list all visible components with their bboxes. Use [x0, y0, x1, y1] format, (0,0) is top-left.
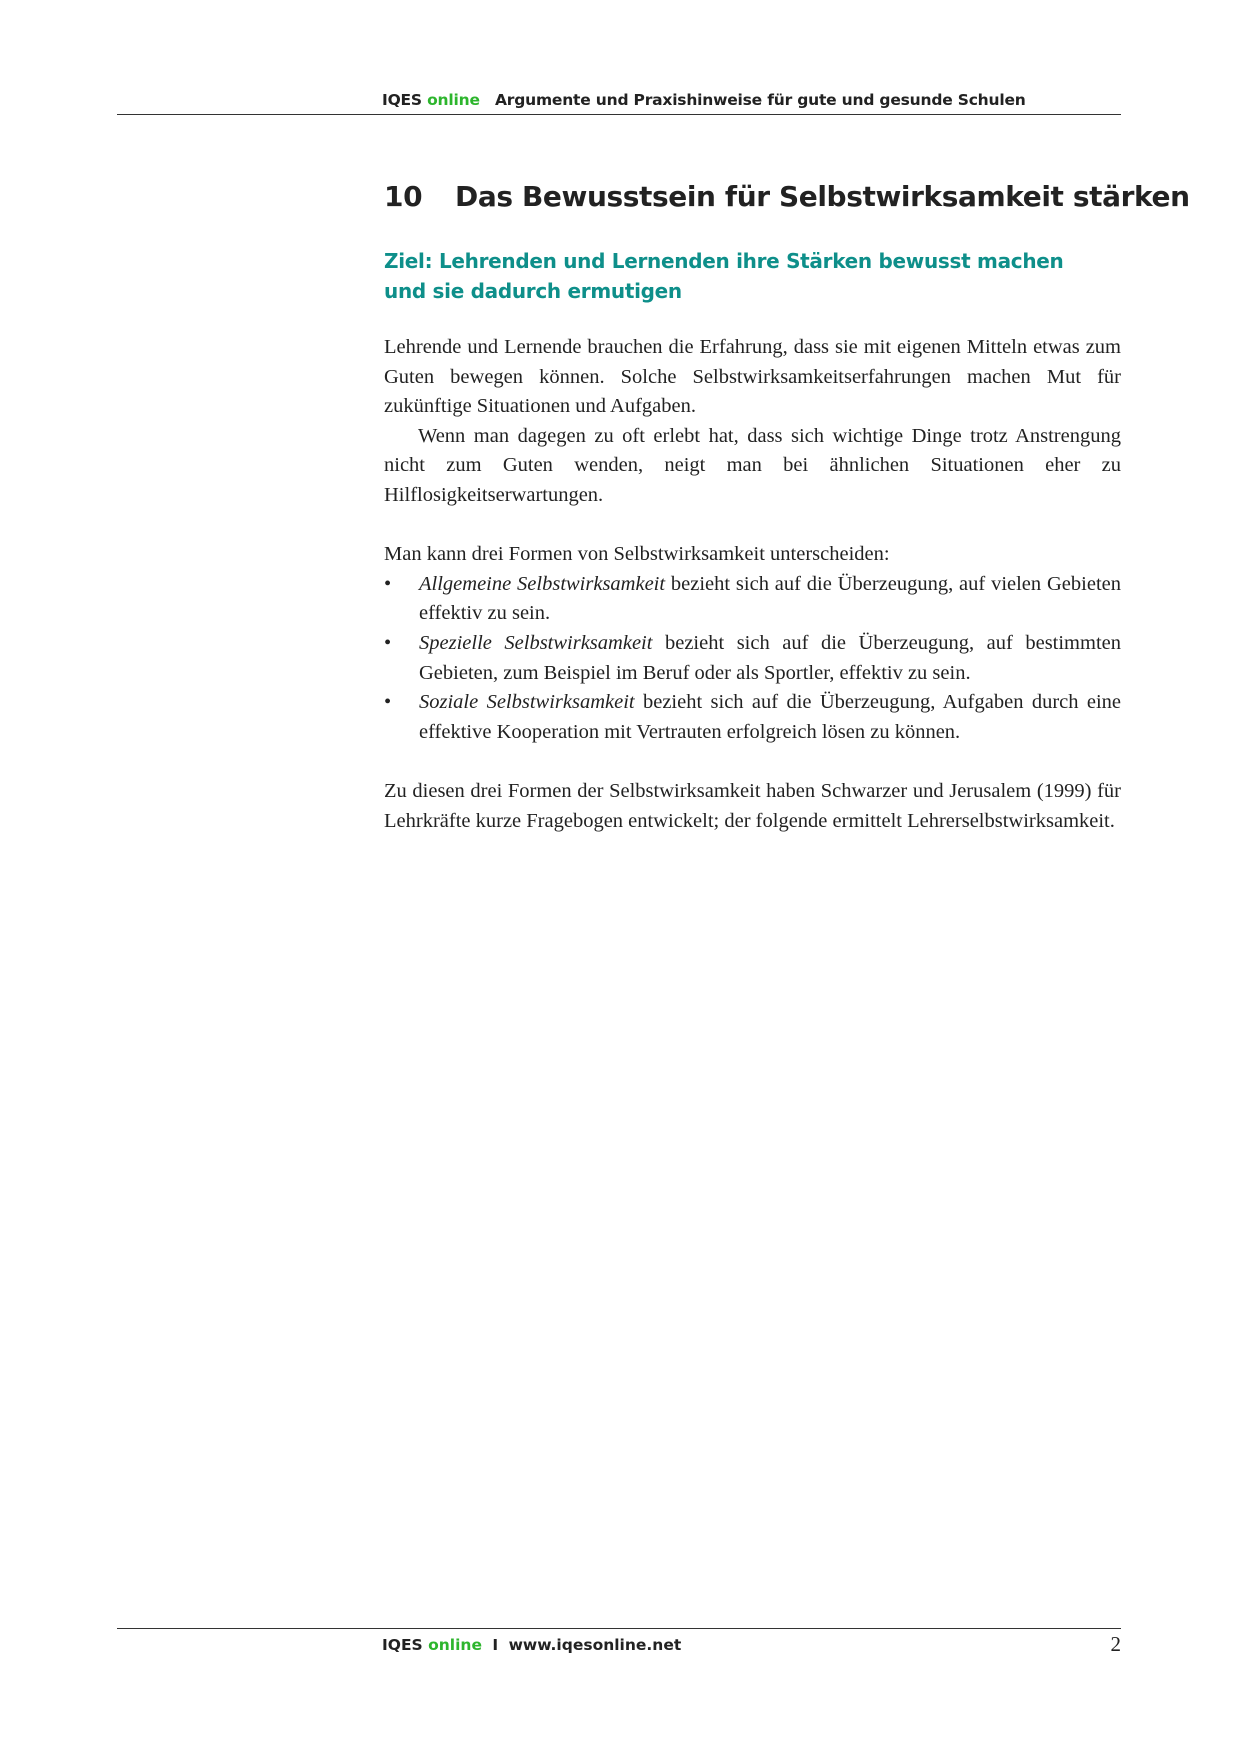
list-item — [384, 629, 1121, 688]
section-title: Das Bewusstsein für Selbstwirksamkeit stärken — [455, 180, 1190, 213]
goal-subheading — [384, 246, 1063, 306]
paragraph-3: Man kann drei Formen von Selbstwirksamkeit unterscheiden: — [384, 543, 890, 566]
header-rule — [117, 114, 1121, 115]
section-heading — [384, 180, 1190, 213]
item-text: bezieht sich auf die Überzeugung, auf bestimmten Gebieten, zum Beispiel im Beruf oder als Sportler, effektiv zu sein. — [419, 631, 1121, 684]
forms-list — [384, 570, 1121, 748]
paragraph-2: Wenn man dagegen zu oft erlebt hat, dass sich wichtige Dinge trotz Anstrengung nicht zum Guten wenden, neigt man bei ähnlichen Situationen eher zu Hilflosigkeitserwartungen. — [384, 424, 1121, 506]
term: Allgemeine Selbstwirksamkeit — [419, 572, 666, 595]
bullet-icon: • — [384, 631, 392, 654]
list-item — [384, 688, 1121, 747]
section-number: 10 — [384, 180, 423, 213]
list-item — [384, 570, 1121, 629]
footer-separator: I — [492, 1636, 499, 1654]
bullet-icon: • — [384, 572, 392, 595]
paragraph-1: Lehrende und Lernende brauchen die Erfahrung, dass sie mit eigenen Mitteln etwas zum Guten bewegen können. Solche Selbstwirksamkeitserfahrungen machen Mut für zukünftige Situationen und Aufgaben. — [384, 336, 1121, 418]
goal-line-2: und sie dadurch ermutigen — [384, 279, 682, 303]
footer-rule — [117, 1628, 1121, 1629]
term: Spezielle Selbstwirksamkeit — [419, 631, 653, 654]
running-header — [382, 91, 1026, 109]
item-text: bezieht sich auf die Überzeugung, auf vielen Gebieten effektiv zu sein. — [419, 572, 1121, 625]
page-number: 2 — [1110, 1632, 1121, 1656]
header-subtitle: Argumente und Praxishinweise für gute und gesunde Schulen — [494, 91, 1026, 109]
footer-url[interactable]: www.iqesonline.net — [508, 1636, 682, 1654]
brand-online: online — [427, 91, 480, 109]
body-text — [384, 333, 1121, 836]
brand-iqes: IQES — [382, 1636, 423, 1654]
term: Soziale Selbstwirksamkeit — [419, 691, 635, 714]
brand-iqes: IQES — [382, 91, 422, 109]
bullet-icon: • — [384, 691, 392, 714]
goal-line-1: Ziel: Lehrenden und Lernenden ihre Stärken bewusst machen — [384, 249, 1064, 273]
brand-online: online — [428, 1636, 482, 1654]
item-text: bezieht sich auf die Überzeugung, Aufgaben durch eine effektive Kooperation mit Vertrauten erfolgreich lösen zu können. — [419, 691, 1121, 743]
paragraph-4: Zu diesen drei Formen der Selbstwirksamkeit haben Schwarzer und Jerusalem (1999) für Lehrkräfte kurze Fragebogen entwickelt; der folgende ermittelt Lehrerselbstwirksamkeit. — [384, 779, 1121, 832]
footer — [382, 1636, 681, 1654]
